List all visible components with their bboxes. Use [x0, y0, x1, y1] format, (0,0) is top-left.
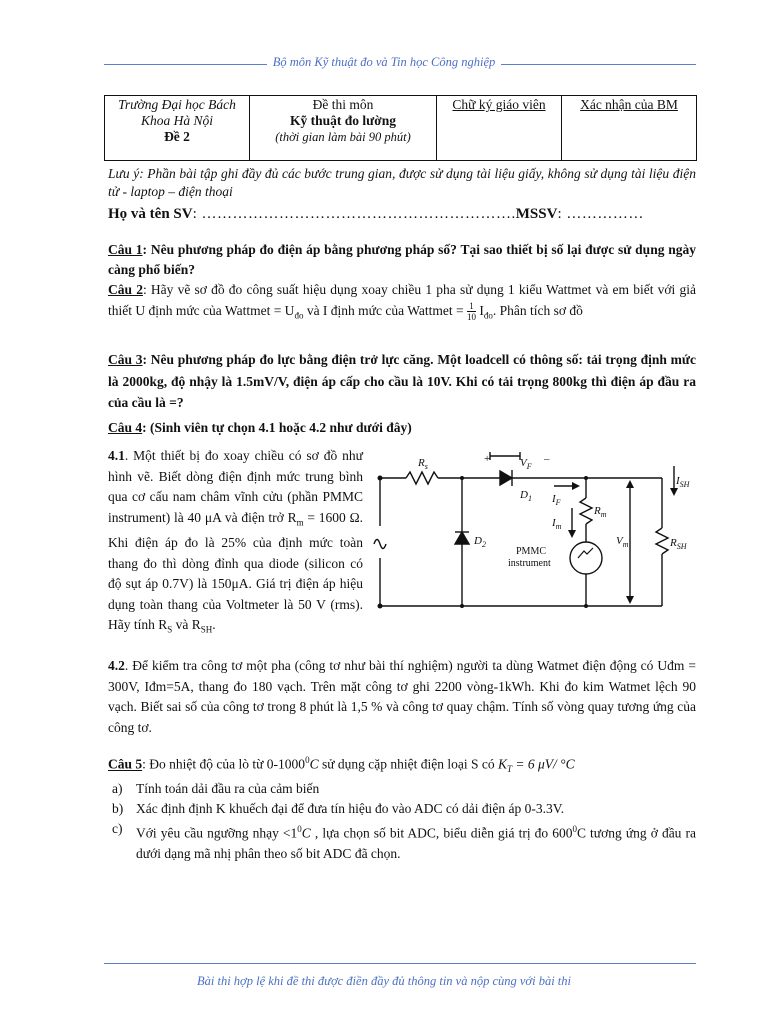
footer-rule — [104, 963, 696, 964]
question-4-1-text-b: = 1600 Ω. Khi điện áp đo là 25% của định mức toàn thang đo thì dòng đỉnh qua diode (silicon có độ sụt áp 0.7V) là 150μA. Giá trị điện áp hiệu dụng toàn thang của Voltmeter là 50 V (rms). Hãy tính R — [108, 509, 363, 633]
unit-c: C — [301, 825, 311, 841]
ac-source-icon — [374, 540, 386, 549]
school-name-2: Khoa Hà Nội — [140, 113, 213, 128]
question-5-text: : Đo nhiệt độ của lò từ 0-1000 — [142, 756, 306, 772]
kt-value: = 6 μV — [512, 756, 554, 772]
rsh-resistor — [656, 528, 668, 554]
degree-sup: 0 — [305, 755, 310, 765]
unit-c: C — [309, 756, 319, 772]
rm-subscript: m — [296, 517, 304, 528]
exam-code: Đề 2 — [164, 129, 190, 144]
label-d2: $D_2$ — [474, 535, 486, 549]
subject-name: Kỹ thuật đo lường — [290, 113, 396, 128]
question-4-2-label: 4.2 — [108, 658, 125, 673]
exam-note: Lưu ý: Phần bài tập ghi đầy đủ các bước trung gian, được sử dụng tài liệu giấy, không sử dụng tài liệu điện tử - laptop – điện thoại — [108, 166, 696, 199]
rsh-subscript: SH — [200, 625, 213, 636]
question-4 — [108, 418, 696, 438]
exam-duration: (thời gian làm bài 90 phút) — [275, 130, 411, 144]
label-d1: $D_1$ — [520, 489, 532, 503]
teacher-sign-label: Chữ ký giáo viên — [452, 97, 546, 112]
question-1 — [108, 240, 696, 280]
label-vm: $V_m$ — [616, 535, 629, 549]
school-cell — [105, 96, 250, 161]
label-vf: $V_F$ — [520, 457, 532, 471]
question-1-label: Câu 1 — [108, 242, 143, 257]
question-2-text-c: I — [476, 303, 484, 318]
question-2-text-b: và I định mức của Wattmet = — [303, 303, 467, 318]
item-text: Xác định định K khuếch đại để đưa tín hiệu đo vào ADC có dải điện áp 0-3.3V. — [136, 801, 565, 817]
question-2-text: : Hãy vẽ sơ đồ đo công suất hiệu dụng xoay chiều 1 pha sử dụng 1 kiểu Wattmet và em biết với giả thiết U định mức của Wattmet = U — [108, 282, 696, 318]
fraction-numerator: 1 — [467, 301, 476, 312]
student-info — [108, 204, 696, 224]
kt-sub: T — [507, 764, 513, 775]
label-if: $I_F$ — [552, 493, 561, 507]
question-5 — [108, 750, 696, 864]
question-4-intro: : (Sinh viên tự chọn 4.1 hoặc 4.2 như dưới đây) — [142, 420, 412, 435]
teacher-sign-cell — [437, 96, 562, 161]
department-header — [0, 55, 768, 70]
question-2-sub: đo — [294, 310, 304, 321]
dept-confirm-cell — [562, 96, 697, 161]
footer-note: Bài thi hợp lệ khi đề thi được điền đầy đủ thông tin và nộp cùng với bài thi — [197, 974, 571, 988]
question-5-stem — [108, 750, 696, 779]
school-name: Trường Đại học Bách — [118, 97, 236, 112]
item-text-c: C tương ứng ở đầu ra dưới dạng mã nhị phân theo số bit ADC đã chọn. — [136, 825, 696, 861]
subject-cell — [250, 96, 437, 161]
exam-info-table — [104, 95, 697, 161]
rs-resistor — [406, 472, 438, 484]
d2-diode — [455, 532, 469, 544]
exam-label: Đề thi môn — [312, 97, 374, 112]
question-3-label: Câu 3 — [108, 352, 143, 367]
item-mark: c) — [112, 821, 123, 837]
question-3 — [108, 349, 696, 414]
question-2-text-d: . Phân tích sơ đồ — [492, 303, 583, 318]
list-item — [112, 819, 696, 864]
item-text-b: , lựa chọn số bit ADC, biểu diễn giá trị đo 600 — [310, 825, 573, 841]
label-minus: – — [544, 453, 550, 465]
question-5-text-b: sử dụng cặp nhiệt điện loại S có — [318, 756, 498, 772]
label-rsh: $R_{SH}$ — [670, 537, 687, 551]
question-2-label: Câu 2 — [108, 282, 143, 297]
student-name-label: Họ và tên SV — [108, 206, 193, 222]
item-mark: b) — [112, 801, 124, 817]
student-id-label: MSSV — [515, 206, 558, 222]
item-text: Với yêu cầu ngưỡng nhạy <1 — [136, 825, 298, 841]
d1-diode — [500, 471, 512, 485]
dept-confirm-label: Xác nhận của BM — [580, 97, 678, 112]
question-4-1 — [108, 446, 363, 641]
degree-sup: 0 — [297, 824, 302, 835]
fraction — [467, 301, 476, 322]
rm-resistor — [580, 498, 592, 524]
question-3-text: : Nêu phương pháp đo lực bằng điện trở lực căng. Một loadcell có thông số: tải trọng định mức là 2000kg, độ nhậy là 1.5mV/V, điện áp cấp cho cầu là 10V. Khi có tải trọng 800kg thì điện áp đầu ra của cầu là =? — [108, 352, 696, 410]
student-id-dots: : …………… — [557, 206, 644, 222]
question-5-items — [108, 779, 696, 864]
rs-subscript: S — [167, 625, 173, 636]
department-name: Bộ môn Kỹ thuật đo và Tin học Công nghiệp — [267, 55, 502, 69]
label-instrument: instrument — [508, 558, 551, 569]
pmmc-meter-icon — [570, 542, 602, 574]
student-name-dots: : ……………………………………………………. — [192, 206, 516, 222]
question-4-1-end: . — [212, 617, 216, 633]
label-im: $I_m$ — [552, 517, 562, 531]
question-4-1-and: và R — [172, 617, 201, 633]
label-rs: $R_s$ — [418, 457, 428, 471]
question-5-label: Câu 5 — [108, 756, 143, 772]
kt-unit: / °C — [553, 756, 575, 772]
question-4-2-text: . Để kiểm tra công tơ một pha (công tơ như bài thí nghiệm) người ta dùng Watmet điện động có Uđm = 300V, Iđm=5A, thang đo 180 vạch. Trên mặt công tơ ghi 2200 vòng-1kWh. Khi đo kim Watmet lệch 90 vạch. Biết sai số của công tơ trong 8 phút là 1,5 % và công tơ quay chậm. Tính số vòng quay tương ứng của công tơ. — [108, 658, 696, 735]
item-mark: a) — [112, 781, 123, 797]
label-pmmc: PMMC — [516, 546, 547, 557]
label-ish: $I_{SH}$ — [676, 475, 690, 489]
item-text: Tính toán dải đầu ra của cảm biến — [136, 781, 320, 797]
list-item — [112, 779, 696, 799]
question-2 — [108, 279, 696, 327]
label-plus: + — [484, 453, 491, 465]
meter-needle-icon — [578, 548, 593, 558]
fraction-denominator: 10 — [467, 312, 476, 323]
circuit-diagram — [372, 446, 692, 618]
degree-sup-2: 0 — [572, 824, 577, 835]
kt-symbol: K — [498, 756, 508, 772]
question-4-label: Câu 4 — [108, 420, 143, 435]
label-rm: $R_m$ — [594, 505, 607, 519]
question-2-sub-2: đo — [483, 310, 493, 321]
question-4-1-label: 4.1 — [108, 448, 125, 463]
question-4-2 — [108, 656, 696, 738]
question-1-text: : Nêu phương pháp đo điện áp bằng phương pháp số? Tại sao thiết bị số lại được sử dụng ngày càng phổ biến? — [108, 242, 696, 277]
question-4-1-text: . Một thiết bị đo xoay chiều có sơ đồ như hình vẽ. Biết dòng điện định mức trung bình qua cơ cấu nam châm vĩnh cửu (phần PMMC instrument) là 40 μA và điện trở R — [108, 448, 363, 525]
list-item — [112, 799, 696, 819]
